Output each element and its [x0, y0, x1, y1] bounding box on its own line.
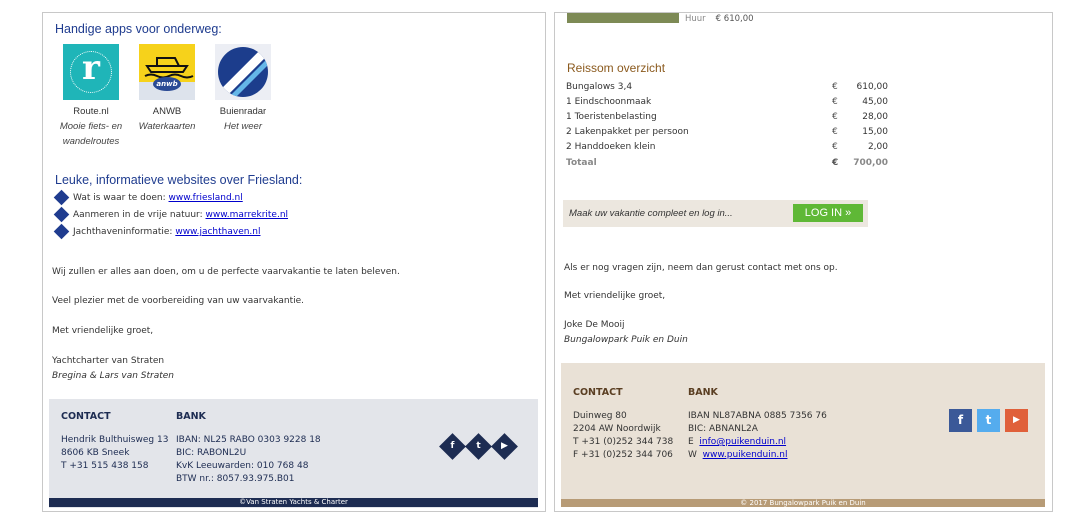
website-link-row: Wat is waar te doen: www.friesland.nl [55, 191, 243, 205]
website-link-row: Jachthaveninformatie: www.jachthaven.nl [55, 225, 261, 239]
contact-line: 8606 KB Sneek [61, 448, 130, 458]
bank-heading: BANK [176, 411, 206, 422]
summary-row: 2 Handdoeken klein € 2,00 [566, 142, 888, 152]
company-name: Bungalowpark Puik en Duin [564, 335, 688, 345]
contact-line: T +31 (0)252 344 738 [573, 437, 674, 447]
bank-line: BIC: ABNANL2A [688, 424, 758, 434]
website-link-row: Aanmeren in de vrije natuur: www.marrekrite.nl [55, 208, 288, 222]
buienradar-logo[interactable] [215, 44, 271, 100]
bank-heading: BANK [688, 387, 718, 398]
summary-row: 2 Lakenpakket per persoon € 15,00 [566, 127, 888, 137]
bank-line: BIC: RABONL2U [176, 448, 247, 458]
app-buienradar[interactable] [203, 44, 283, 134]
app-anwb[interactable] [127, 44, 207, 134]
bank-line: BTW nr.: 8057.93.975.B01 [176, 474, 295, 484]
diamond-bullet-icon [54, 224, 70, 240]
email-link[interactable]: info@puikenduin.nl [699, 437, 787, 447]
facebook-icon[interactable]: f [949, 409, 972, 432]
bank-line: KvK Leeuwarden: 010 768 48 [176, 461, 309, 471]
company-name: Yachtcharter van Straten [52, 356, 165, 366]
login-banner [563, 200, 868, 227]
app-name: ANWB [152, 106, 182, 117]
contact-line: 2204 AW Noordwijk [573, 424, 661, 434]
twitter-icon[interactable]: t [977, 409, 1000, 432]
app-name: Buienradar [219, 106, 267, 117]
closing-paragraph: Veel plezier met de voorbereiding van uw vaarvakantie. [52, 296, 305, 306]
summary-total: Totaal € 700,00 [566, 158, 888, 168]
web-line: W www.puikenduin.nl [688, 450, 788, 460]
summary-title: Reissom overzicht [567, 61, 666, 75]
app-description: Mooie fiets- en wandelroutes [59, 121, 123, 147]
email-line: E info@puikenduin.nl [688, 437, 787, 447]
greeting: Met vriendelijke groet, [564, 291, 666, 301]
contact-line: Hendrik Bulthuisweg 13 [61, 435, 169, 445]
bank-line: IBAN NL87ABNA 0885 7356 76 [688, 411, 827, 421]
summary-row: 1 Eindschoonmaak € 45,00 [566, 97, 888, 107]
copyright-bar: ©Van Straten Yachts & Charter [49, 498, 538, 507]
diamond-bullet-icon [54, 207, 70, 223]
copyright-bar: © 2017 Bungalowpark Puik en Duin [561, 499, 1045, 507]
signer-name: Joke De Mooij [564, 320, 625, 330]
contact-heading: CONTACT [61, 411, 111, 422]
signers: Bregina & Lars van Straten [52, 371, 174, 381]
greeting: Met vriendelijke groet, [52, 326, 154, 336]
diamond-bullet-icon [54, 190, 70, 206]
login-prompt: Maak uw vakantie compleet en log in... [569, 208, 733, 219]
twitter-icon[interactable]: t [465, 433, 492, 460]
yachtcharter-email-panel [42, 12, 546, 512]
footer [561, 363, 1045, 501]
questions-text: Als er nog vragen zijn, neem dan gerust contact met ons op. [564, 263, 838, 273]
marrekrite-link[interactable]: www.marrekrite.nl [205, 210, 289, 220]
huur-line: Huur € 610,00 [685, 14, 754, 24]
route-nl-logo[interactable]: r [63, 44, 119, 100]
contact-line: T +31 515 438 158 [61, 461, 149, 471]
bungalowpark-email-panel [554, 12, 1053, 512]
footer [49, 399, 538, 508]
youtube-icon[interactable]: ▶ [1005, 409, 1028, 432]
websites-heading: Leuke, informatieve websites over Friesland: [55, 173, 303, 187]
login-button[interactable]: LOG IN » [793, 204, 863, 222]
app-description: Het weer [223, 121, 262, 132]
bank-line: IBAN: NL25 RABO 0303 9228 18 [176, 435, 321, 445]
closing-paragraph: Wij zullen er alles aan doen, om u de perfecte vaarvakantie te laten beleven. [52, 267, 400, 277]
friesland-link[interactable]: www.friesland.nl [168, 193, 243, 203]
anwb-logo[interactable]: anwb [139, 44, 195, 100]
jachthaven-link[interactable]: www.jachthaven.nl [175, 227, 261, 237]
contact-line: F +31 (0)252 344 706 [573, 450, 673, 460]
summary-row: Bungalows 3,4 € 610,00 [566, 82, 888, 92]
summary-row: 1 Toeristenbelasting € 28,00 [566, 112, 888, 122]
facebook-icon[interactable]: f [439, 433, 466, 460]
app-description: Waterkaarten [138, 121, 196, 132]
contact-line: Duinweg 80 [573, 411, 627, 421]
youtube-icon[interactable]: ▶ [491, 433, 518, 460]
contact-heading: CONTACT [573, 387, 623, 398]
app-route[interactable] [51, 44, 131, 149]
website-link[interactable]: www.puikenduin.nl [702, 450, 788, 460]
app-name: Route.nl [73, 106, 109, 117]
apps-heading: Handige apps voor onderweg: [55, 22, 222, 36]
bungalow-photo [567, 13, 679, 23]
